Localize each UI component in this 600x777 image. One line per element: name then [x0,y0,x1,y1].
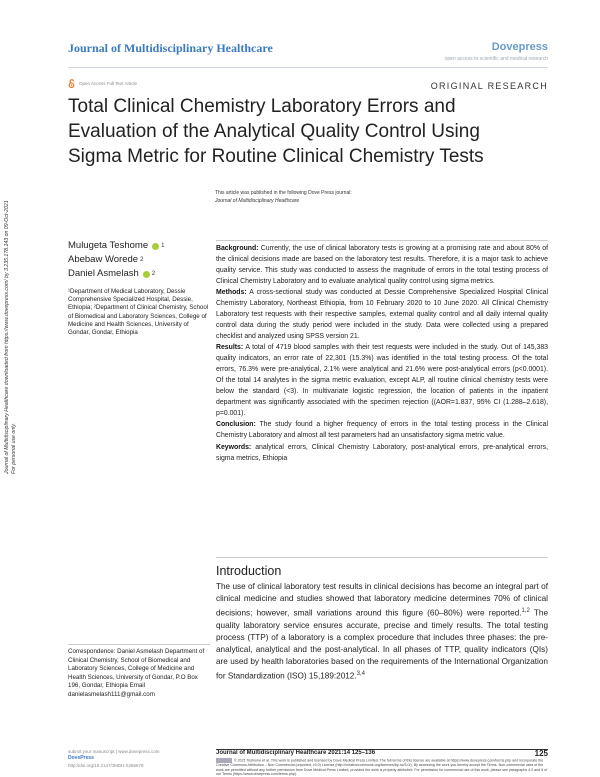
open-access-text: Open Access Full Text Article [79,81,137,86]
article-title [68,94,548,169]
author-affiliation-ref: 1 [161,243,165,249]
abstract-results: Results: A total of 4719 blood samples with their test requests were included in the study. Out of 145,383 quality indicators, an error rate of 22,301 (15.3%) was identified in the total testing process. Of the total errors, 76.3% were pre-analytical, 2.1% were analytical and 21.6% were post-analytical errors (p<0.0001). Of the total 14 analytes in the sigma metric evaluation, except ALP, all routine clinical chemistry tests were below the standard (<3). In multivariate logistic regression, the location of patients in the inpatient department was significantly associated with the specimen rejection ((AOR=1.837, 95% CI (1.288–2.618), p=0.001). [216,344,548,417]
abstract-methods: Methods: A cross-sectional study was conducted at Dessie Comprehensive Specialized Hospital Clinical Chemistry Laboratory, Northeast Ethiopia, from 10 February 2020 to 10 June 2020. All Clinical Chemistry Laboratory test requests with their respective samples, external quality control and all daily internal quality control data during the study period were included in the study. Data were collected using a prepared checklist and analyzed using SPSS version 21. [216,289,548,340]
author [68,239,164,253]
open-access-label [68,79,137,88]
publisher-tagline: open access to scientific and medical research [444,56,548,62]
doi-link[interactable]: http://doi.org/10.2147/JMDH.S286679 [68,763,144,768]
author [68,253,164,267]
publication-note [215,189,352,205]
citation-ref[interactable]: 1,2 [521,608,530,614]
citation-ref[interactable]: 3,4 [356,670,365,677]
author-affiliation-ref: 2 [140,257,144,263]
introduction-text: The use of clinical laboratory test results in clinical decisions has become an integral part of clinical medicine and studies showed that laboratory medicine determines 70% of clinical decisions; however, small variations around this figure (60–80%) were reported.$^{1,2}$ The quality laboratory service ensures accurate, precise and timely results. The total testing process (TTP) of a laboratory is a complex procedure that includes three phases: the pre-analytical, analytical and the post-analytical. In all phases of TTP, quality indicators (QIs) are used by health laboratories based on the requirements of the International Organization for Standardization (ISO) 15,189:2012.$^{3,4}$ [216,582,548,681]
dovepress-logo: DovePress [68,755,94,761]
download-notice-line: For personal use only. [11,423,17,474]
title-line: Total Clinical Chemistry Laboratory Errors and [68,96,456,117]
footer-submit-block [68,748,159,769]
pubnote-line: This article was published in the following Dove Press journal: [215,190,352,196]
publisher-brand: Dovepress [491,41,548,53]
title-line: Evaluation of the Analytical Quality Control Using [68,121,480,142]
journal-name: Journal of Multidisciplinary Healthcare [68,41,273,55]
orcid-icon[interactable] [143,271,150,278]
correspondence: Correspondence: Daniel Asmelash Department of Clinical Chemistry, School of Biomedical and Laboratory Sciences, College of Medicine and Health Sciences, University of Gondar, P.O Box 196, Gondar, Ethiopia Email danielasmelash111@gmail.com [68,644,210,699]
author-affiliation-ref: 2 [151,271,156,277]
section-heading-introduction: Introduction [216,564,282,578]
author-name[interactable]: Abebaw Worede [68,254,139,265]
license-text: © 2021 Teshome et al. This work is published and licensed by Dove Medical Press Limited. The full terms of this license are available at https://www.dovepress.com/terms.php and incorporate the Creative Commons Attribution – Non Commercial (unported, v3.0) License (http://creativecommons.org/licenses/by-nc/3.0/). By accessing the work you hereby accept the Terms. Non-commercial uses of the work are permitted without any further permission from Dove Medical Press Limited, provided the work is properly attributed. For permission for commercial use of this work, please see paragraphs 4.2 and 5 of our Terms (https://www.dovepress.com/terms.php). [216,758,548,777]
author [68,267,164,281]
abstract-keywords: Keywords: analytical errors, Clinical Chemistry Laboratory, post-analytical errors, pre-analytical errors, sigma metrics, Ethiopia [216,444,548,462]
download-notice-line: Journal of Multidisciplinary Healthcare downloaded from https://www.dovepress.com/ by 3.235.178.143 on 09-Oct-2021 [4,200,10,474]
pubnote-journal: Journal of Multidisciplinary Healthcare [215,198,300,204]
footer-citation: Journal of Multidisciplinary Healthcare 2021:14 125–136 [216,750,376,756]
abstract-conclusion: Conclusion: The study found a higher frequency of errors in the total testing process in the Clinical Chemistry Laboratory and almost all test parameters had an unsatisfactory sigma metric value. [216,421,548,439]
submit-link[interactable]: submit your manuscript | www.dovepress.com [68,749,160,754]
page-number: 125 [534,749,548,758]
download-notice [4,134,18,474]
author-name[interactable]: Mulugeta Teshome [68,240,149,251]
author-name[interactable]: Daniel Asmelash [68,268,139,279]
header-rule [68,67,548,68]
abstract-background: Background: Currently, the use of clinical laboratory tests is growing at a promising rate and about 80% of the clinical decisions made are based on the laboratory test results. Therefore, it is a major task to achieve quality service. This study was conducted to assess the magnitude of errors in the total testing process of Clinical Chemistry Laboratory and to evaluate analytical quality control using sigma metrics. [216,245,548,285]
affiliations: ¹Department of Medical Laboratory, Dessie Comprehensive Specialized Hospital, Dessie, Ethiopia; ²Department of Clinical Chemistry, School of Biomedical and Laboratory Sciences, College of Medicine and Health Sciences, University of Gondar, Gondar, Ethiopia [68,288,209,337]
author-list [68,239,164,281]
section-rule [216,557,548,558]
title-line: Sigma Metric for Routine Clinical Chemistry Tests [68,146,484,167]
abstract [216,240,548,464]
open-access-icon [68,79,75,88]
article-type: ORIGINAL RESEARCH [430,81,548,91]
orcid-icon[interactable] [152,243,159,250]
